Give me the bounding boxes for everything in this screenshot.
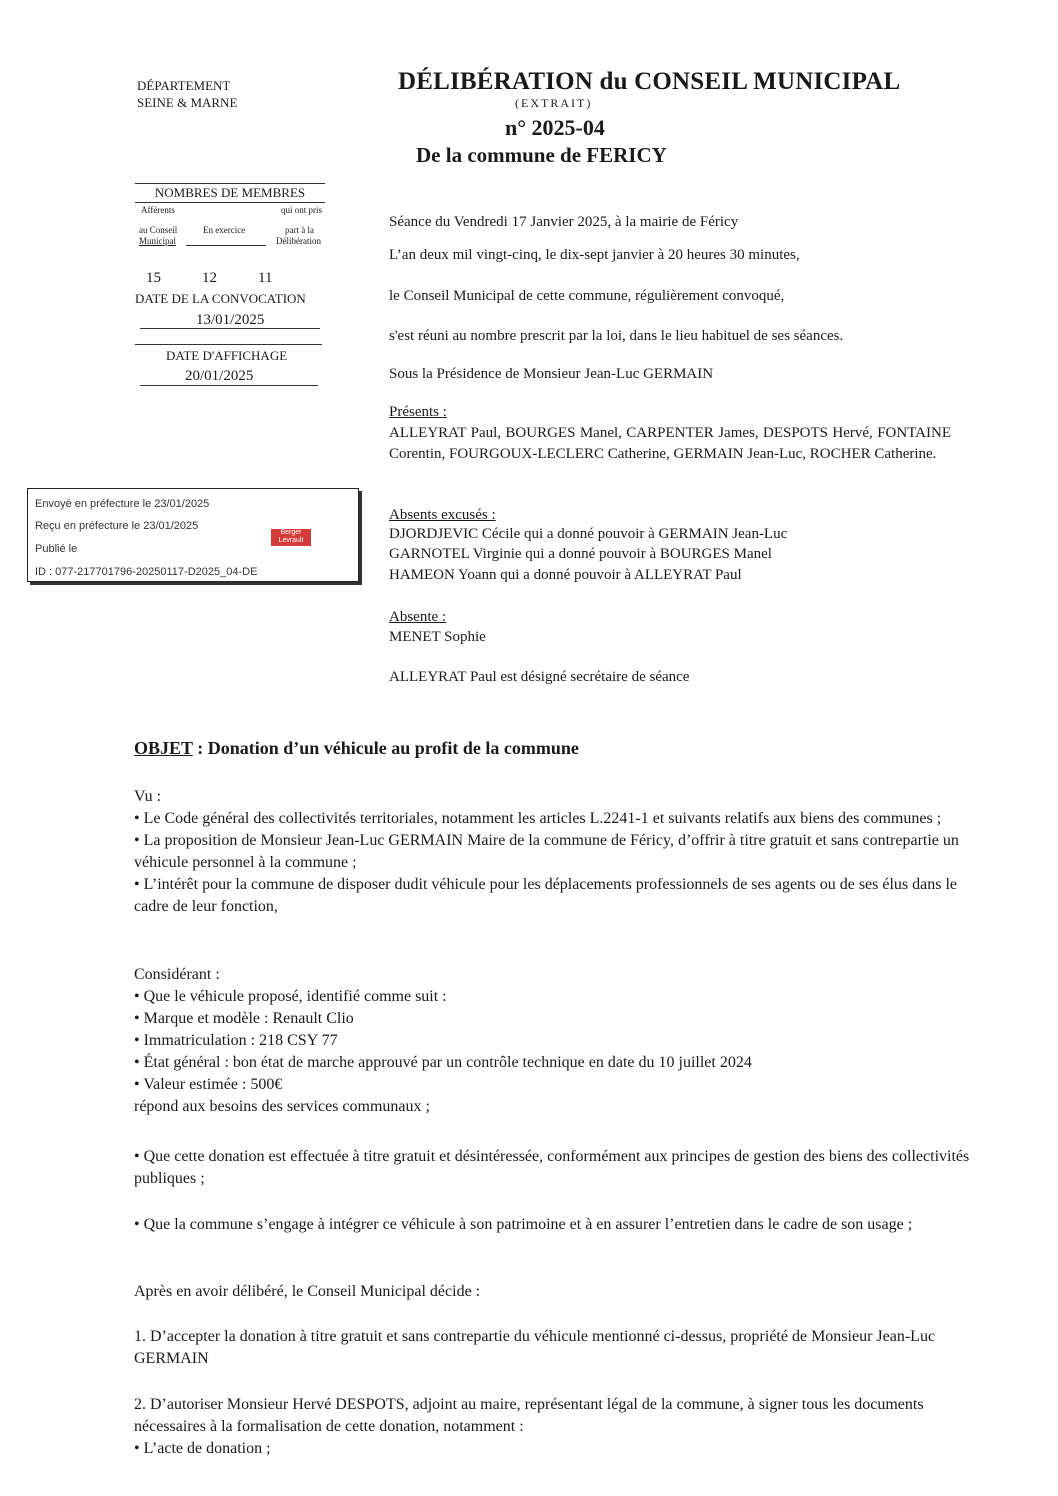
department-block <box>137 77 237 111</box>
members-box <box>135 183 325 247</box>
considerant-item-4: • État général : bon état de marche approuvé par un contrôle technique en date du 10 juillet 2024 <box>134 1054 752 1071</box>
prefecture-id: ID : 077-217701796-20250117-D2025_04-DE <box>35 566 258 578</box>
affichage-date: 20/01/2025 <box>185 368 254 384</box>
decision-1: 1. D’accepter la donation à titre gratuit et sans contrepartie du véhicule mentionné ci-dessus, propriété de Monsieur Jean-Luc GERMAIN <box>134 1328 936 1367</box>
col3-label-a: qui ont pris <box>281 205 323 215</box>
members-underline <box>186 245 266 246</box>
seance-line-3: le Conseil Municipal de cette commune, régulièrement convoqué, <box>389 288 785 304</box>
absent-excuse-2: GARNOTEL Virginie qui a donné pouvoir à BOURGES Manel <box>389 546 772 562</box>
considerant-item-2: • Marque et modèle : Renault Clio <box>134 1010 354 1027</box>
absente-label: Absente : <box>389 609 447 625</box>
absents-excuses-label: Absents excusés : <box>389 507 496 523</box>
absent-excuse-1: DJORDJEVIC Cécile qui a donné pouvoir à GERMAIN Jean-Luc <box>389 526 788 542</box>
considerant-item-3: • Immatriculation : 218 CSY 77 <box>134 1032 338 1049</box>
vu-item-3: • L’intérêt pour la commune de disposer dudit véhicule pour les déplacements professionnels de ses agents ou de ses élus dans le cadre de leur fonction, <box>134 876 958 915</box>
considerant-item-6: répond aux besoins des services communaux ; <box>134 1098 430 1115</box>
col2-label: En exercice <box>203 225 246 235</box>
vu-label: Vu : <box>134 788 162 805</box>
members-subheadings <box>135 203 325 247</box>
commune-name: De la commune de FERICY <box>416 143 667 167</box>
considerant-section <box>134 964 986 1118</box>
extrait-label: (EXTRAIT) <box>515 96 593 110</box>
document-title: DÉLIBÉRATION du CONSEIL MUNICIPAL <box>398 68 901 95</box>
berger-levrault-logo: Berger Levrault <box>271 529 311 546</box>
affichage-label: DATE D'AFFICHAGE <box>166 348 288 363</box>
convocation-label: DATE DE LA CONVOCATION <box>135 291 306 306</box>
seance-line-1: Séance du Vendredi 17 Janvier 2025, à la mairie de Féricy <box>389 214 739 230</box>
count-en-exercice: 12 <box>202 270 217 286</box>
members-counts <box>146 270 314 287</box>
decision-2: 2. D’autoriser Monsieur Hervé DESPOTS, adjoint au maire, représentant légal de la commune, à signer tous les documents nécessaires à la formalisation de cette donation, notamment : <box>134 1396 924 1435</box>
count-afferents: 15 <box>146 270 161 286</box>
apres-deliberation: Après en avoir délibéré, le Conseil Municipal décide : <box>134 1283 481 1300</box>
col1-label-b: au Conseil <box>139 225 178 235</box>
department-label: DÉPARTEMENT <box>137 78 231 93</box>
presents-list: ALLEYRAT Paul, BOURGES Manel, CARPENTER James, DESPOTS Hervé, FONTAINE Corentin, FOURGOUX-LECLERC Catherine, GERMAIN Jean-Luc, ROCHER Catherine. <box>389 425 951 462</box>
considerant-item-5: • Valeur estimée : 500€ <box>134 1076 283 1093</box>
presents-label: Présents : <box>389 404 447 420</box>
objet-heading <box>134 738 579 759</box>
convocation-date: 13/01/2025 <box>196 312 265 328</box>
col3-label-b: part à la <box>285 225 314 235</box>
affichage-overline <box>135 344 322 345</box>
col1-label-a: Afférents <box>141 205 175 215</box>
seance-line-2: L’an deux mil vingt-cinq, le dix-sept janvier à 20 heures 30 minutes, <box>389 247 800 263</box>
seance-line-4: s'est réuni au nombre prescrit par la loi, dans le lieu habituel de ses séances. <box>389 328 844 344</box>
vu-item-2: • La proposition de Monsieur Jean-Luc GERMAIN Maire de la commune de Féricy, d’offrir à titre gratuit et sans contrepartie un véhicule personnel à la commune ; <box>134 832 959 871</box>
deliberation-number: n° 2025-04 <box>505 115 605 140</box>
members-heading: NOMBRES DE MEMBRES <box>135 183 325 203</box>
prefecture-envoye: Envoyé en préfecture le 23/01/2025 <box>35 498 210 510</box>
count-votants: 11 <box>258 270 273 286</box>
prefecture-publie: Publié le <box>35 543 78 555</box>
department-name: SEINE & MARNE <box>137 95 238 110</box>
col1-label-c: Municipal <box>139 236 176 246</box>
presidence-line: Sous la Présidence de Monsieur Jean-Luc GERMAIN <box>389 366 714 382</box>
objet-label: OBJET <box>134 738 193 758</box>
prefecture-recu: Reçu en préfecture le 23/01/2025 <box>35 520 199 532</box>
considerant-item-1: • Que le véhicule proposé, identifié comme suit : <box>134 988 447 1005</box>
considerant-label: Considérant : <box>134 966 220 983</box>
vu-item-1: • Le Code général des collectivités territoriales, notamment les articles L.2241-1 et suivants relatifs aux biens des communes ; <box>134 810 942 827</box>
absente-name: MENET Sophie <box>389 629 486 645</box>
affichage-underline <box>140 385 318 386</box>
col3-label-c: Délibération <box>276 236 321 246</box>
convocation-underline <box>140 328 320 329</box>
decision-2-item-1: • L’acte de donation ; <box>134 1440 271 1457</box>
objet-text: : Donation d’un véhicule au profit de la commune <box>192 738 579 758</box>
considerant-item-8: • Que la commune s’engage à intégrer ce véhicule à son patrimoine et à en assurer l’entretien dans le cadre de son usage ; <box>134 1216 913 1233</box>
prefecture-stamp <box>27 488 359 582</box>
considerant-item-7: • Que cette donation est effectuée à titre gratuit et désintéressée, conformément aux principes de gestion des biens des collectivités publiques ; <box>134 1148 970 1187</box>
absent-excuse-3: HAMEON Yoann qui a donné pouvoir à ALLEYRAT Paul <box>389 567 742 583</box>
secretaire-line: ALLEYRAT Paul est désigné secrétaire de séance <box>389 669 690 685</box>
vu-section <box>134 786 986 918</box>
